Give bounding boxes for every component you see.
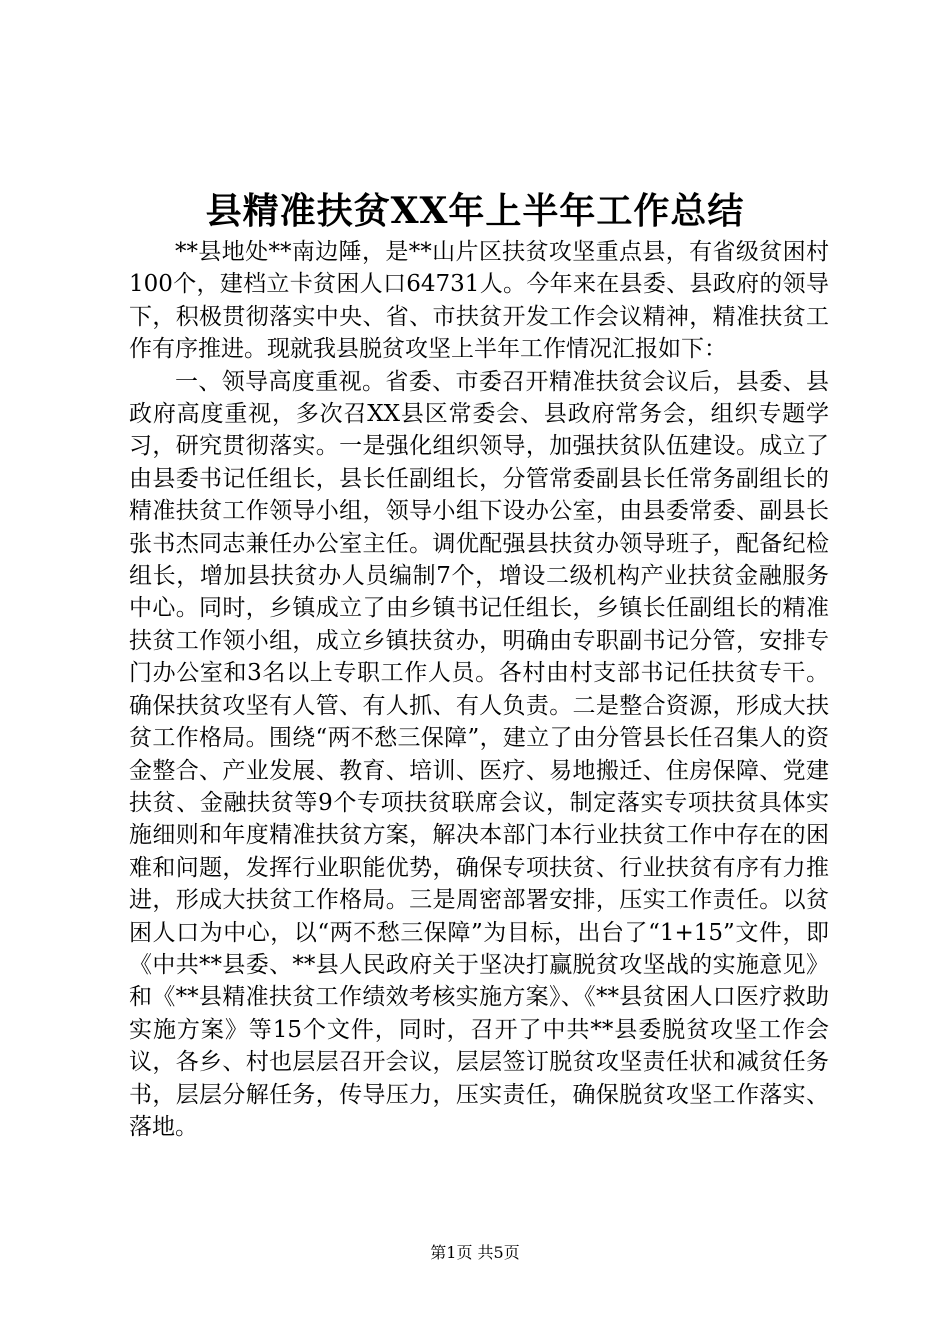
page-footer: 第1页 共5页 (430, 1243, 520, 1262)
paragraph-section-1: 一、领导高度重视。省委、市委召开精准扶贫会议后，县委、县政府高度重视，多次召XX县区常委会、县政府常务会，组织专题学习，研究贯彻落实。一是强化组织领导，加强扶贫队伍建设。成立了由县委书记任组长，县长任副组长，分管常委副县长任常务副组长的精准扶贫工作领导小组，领导小组下设办公室，由县委常委、副县长张书杰同志兼任办公室主任。调优配强县扶贫办领导班子，配备纪检组长，增加县扶贫办人员编制7个，增设二级机构产业扶贫金融服务中心。同时，乡镇成立了由乡镇书记任组长，乡镇长任副组长的精准扶贫工作领小组，成立乡镇扶贫办，明确由专职副书记分管，安排专门办公室和3名以上专职工作人员。各村由村支部书记任扶贫专干。确保扶贫攻坚有人管、有人抓、有人负责。二是整合资源，形成大扶贫工作格局。围绕“两不愁三保障”，建立了由分管县长任召集人的资金整合、产业发展、教育、培训、医疗、易地搬迁、住房保障、党建扶贫、金融扶贫等9个专项扶贫联席会议，制定落实专项扶贫具体实施细则和年度精准扶贫方案，解决本部门本行业扶贫工作中存在的困难和问题，发挥行业职能优势，确保专项扶贫、行业扶贫有序有力推进，形成大扶贫工作格局。三是周密部署安排，压实工作责任。以贫困人口为中心，以“两不愁三保障”为目标，出台了“1+15”文件，即《中共**县委、**县人民政府关于坚决打赢脱贫攻坚战的实施意见》和《**县精准扶贫工作绩效考核实施方案》、《**县贫困人口医疗救助实施方案》等15个文件，同时，召开了中共**县委脱贫攻坚工作会议，各乡、村也层层召开会议，层层签订脱贫攻坚责任状和减贫任务书，层层分解任务，传导压力，压实责任，确保脱贫攻坚工作落实、落地。 (129, 368, 829, 1140)
document-body (129, 236, 829, 1143)
document-title: 县精准扶贫XX年上半年工作总结 (205, 190, 745, 232)
paragraph-intro: **县地处**南边陲，是**山片区扶贫攻坚重点县，有省级贫困村100个，建档立卡贫困人口64731人。今年来在县委、县政府的领导下，积极贯彻落实中央、省、市扶贫开发工作会议精神，精准扶贫工作有序推进。现就我县脱贫攻坚上半年工作情况汇报如下： (129, 239, 829, 363)
